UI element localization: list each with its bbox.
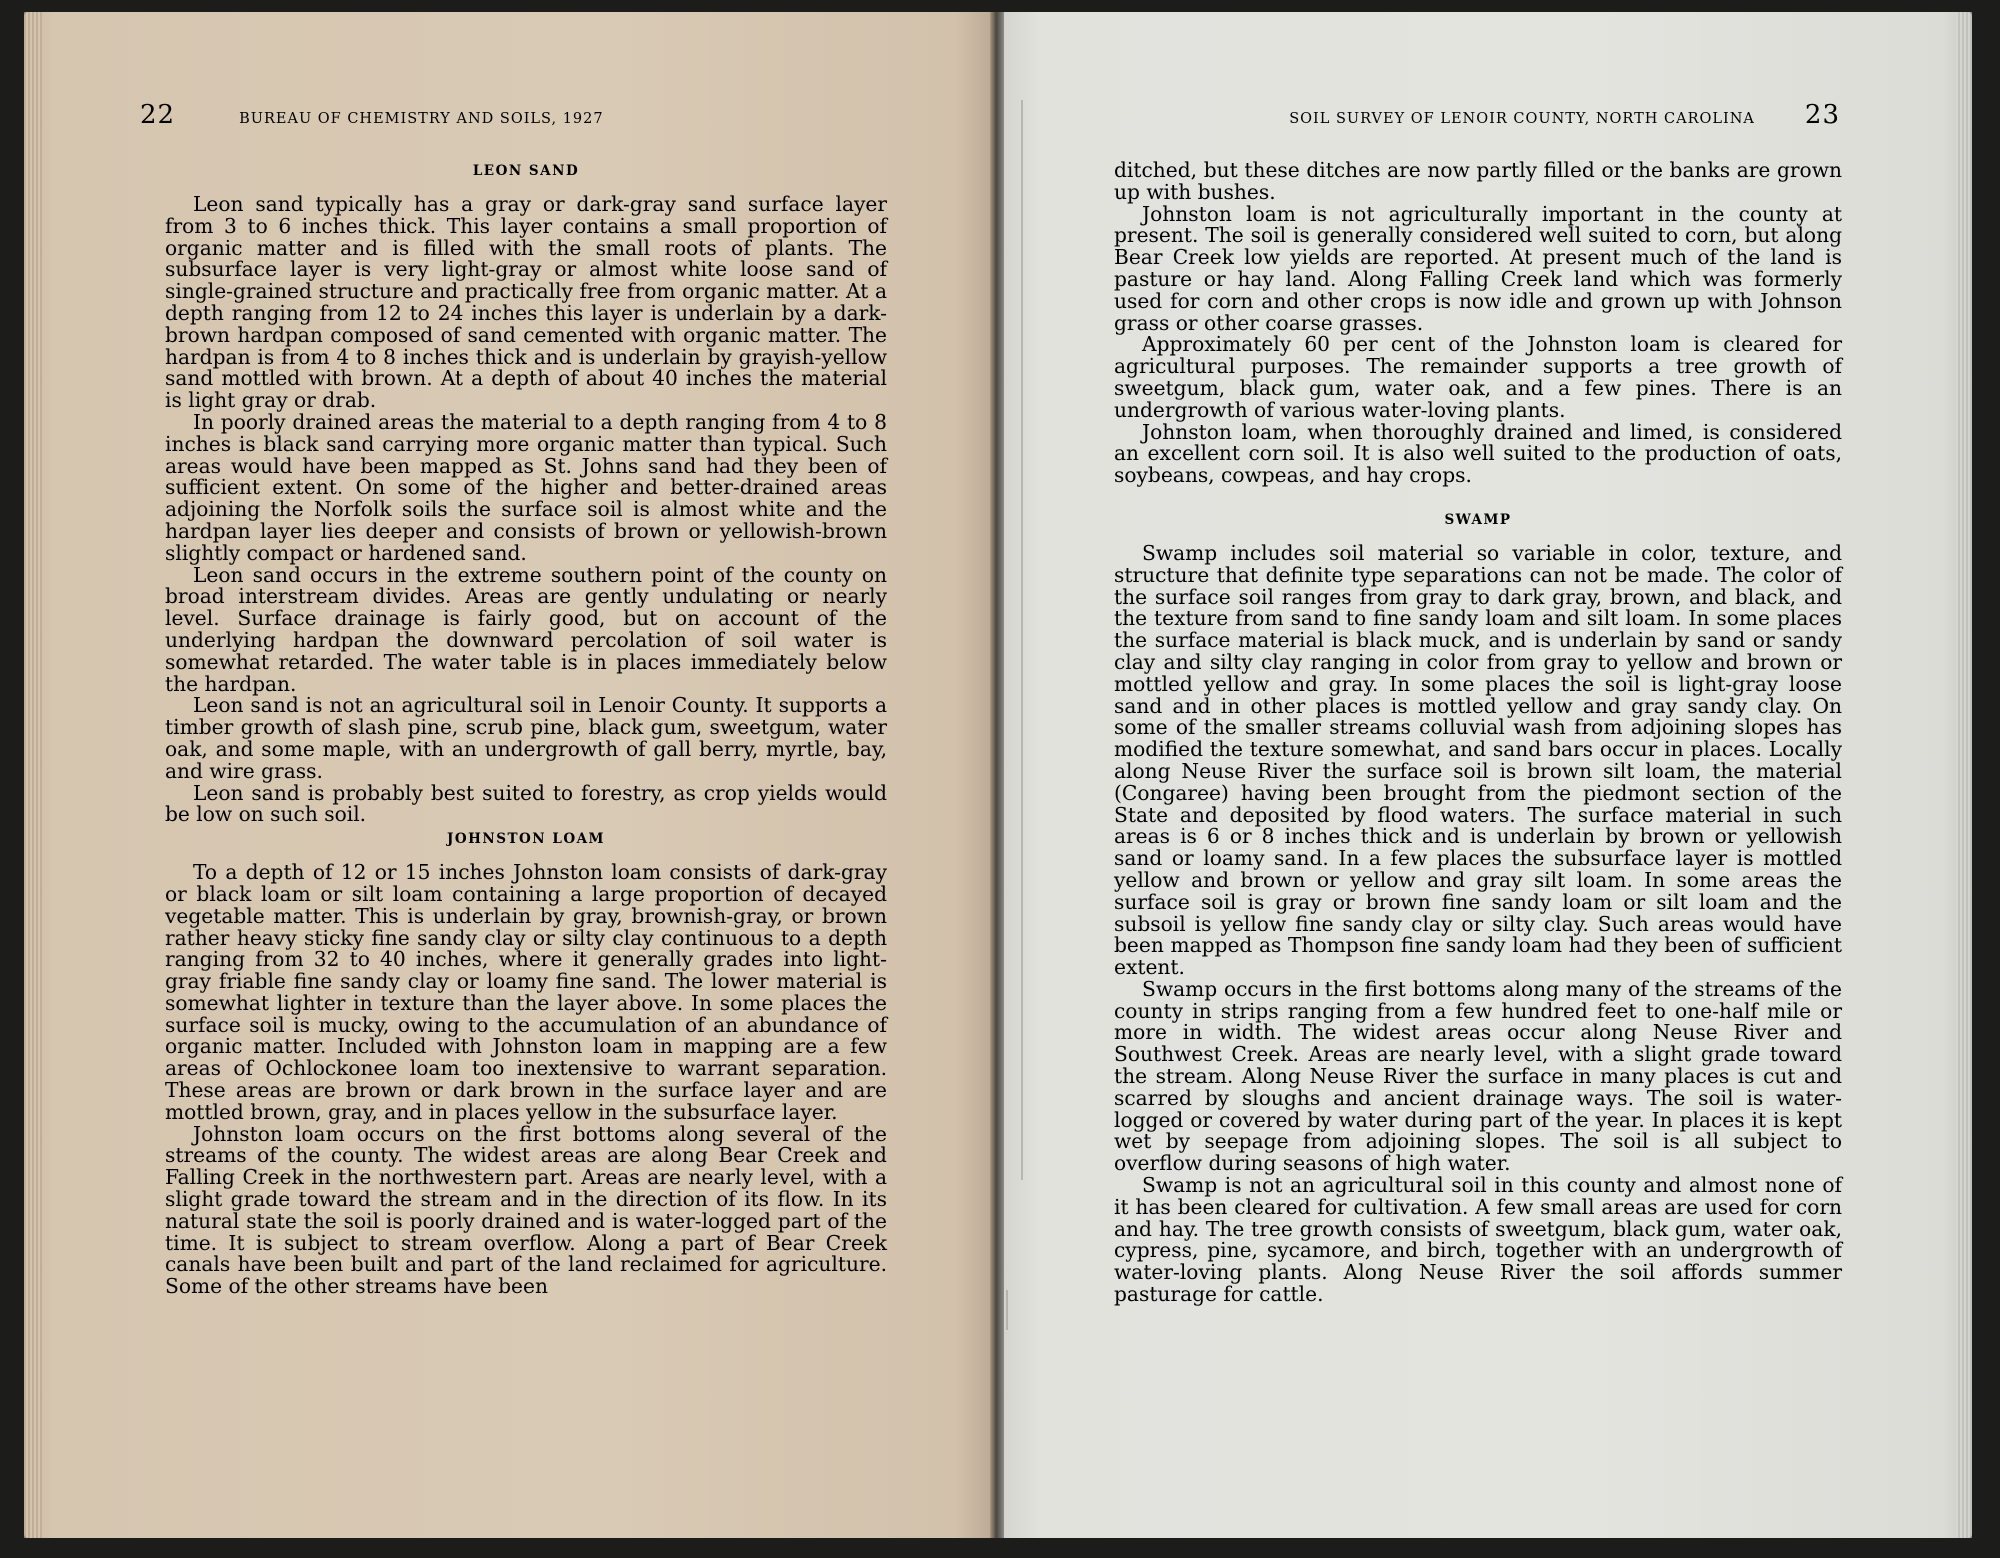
paragraph: Swamp includes soil material so variable in color, texture, and structure that definite type separations can not be made. The color of the surface soil ranges from gray to dark gray, brown, and black, and the texture from sand to fine sandy loam and silt loam. In some places the surface material is black muck, and is underlain by sand or sandy clay and silty clay ranging in color from gray to yellow and brown or mottled yellow and gray. In some places the soil is light-gray loose sand and in other places is mottled yellow and gray sandy clay. On some of the smaller streams colluvial wash from adjoining slopes has modified the texture somewhat, and sand bars occur in places. Locally along Neuse River the surface soil is brown silt loam, the material (Congaree) having been brought from the piedmont section of the State and deposited by flood waters. The surface material in such areas is 6 or 8 inches thick and is underlain by brown or yellowish sand or loamy sand. In a few places the subsurface layer is mottled yellow and brown or yellow and gray silt loam. In some areas the surface soil is gray or brown fine sandy loam or silt loam and the subsoil is yellow fine sandy clay or silty clay. Such areas would have been mapped as Thompson fine sandy loam had they been of sufficient extent.: [1114, 540, 1842, 980]
paragraph: Johnston loam is not agriculturally important in the county at present. The soil is generally considered well suited to corn, but along Bear Creek low yields are reported. At present much of the land is pasture or hay land. Along Falling Creek land which was formerly used for corn and other crops is now idle and grown up with Johnson grass or other coarse grasses.: [1114, 201, 1842, 335]
paragraph: Johnston loam, when thoroughly drained and limed, is considered an excellent corn soil. It is also well suited to the production of oats, soybeans, cowpeas, and hay crops.: [1114, 419, 1842, 488]
paragraph: Leon sand occurs in the extreme southern point of the county on broad interstream divides. Areas are gently undulating or nearly level. Surface drainage is fairly good, but on account of the underlying hardpan the downward percolation of soil water is somewhat retarded. The water table is in places immediately below the hardpan.: [165, 562, 887, 696]
paragraph: To a depth of 12 or 15 inches Johnston loam consists of dark-gray or black loam or silt loam containing a large proportion of decayed vegetable matter. This is underlain by gray, brownish-gray, or brown rather heavy sticky fine sandy clay or silty clay continuous to a depth ranging from 32 to 40 inches, where it generally grades into light-gray friable fine sandy clay or loamy fine sand. The lower material is somewhat lighter in texture than the layer above. In some places the surface soil is mucky, owing to the accumulation of an abundance of organic matter. Included with Johnston loam in mapping are a few areas of Ochlockonee loam too inextensive to warrant separation. These areas are brown or dark brown in the surface layer and are mottled brown, gray, and in places yellow in the subsurface layer.: [165, 860, 887, 1124]
book-gutter: [990, 12, 1004, 1538]
scan-rule-mark: [1021, 100, 1023, 1180]
section-heading-leon-sand: LEON SAND: [472, 163, 580, 179]
page-number: 23: [1804, 100, 1840, 130]
left-text-column: [165, 160, 887, 1298]
paragraph: Leon sand is probably best suited to forestry, as crop yields would be low on such soil.: [165, 780, 887, 827]
page-number: 22: [140, 100, 176, 130]
paragraph: Johnston loam occurs on the first bottoms along several of the streams of the county. The widest areas are along Bear Creek and Falling Creek in the northwestern part. Areas are nearly level, with a slight grade toward the stream and in the direction of its flow. In its natural state the soil is poorly drained and is water-logged part of the time. It is subject to stream overflow. Along a part of Bear Creek canals have been built and part of the land reclaimed for agriculture. Some of the other streams have been: [165, 1121, 887, 1299]
paragraph: Leon sand typically has a gray or dark-gray sand surface layer from 3 to 6 inches thick. This layer contains a small proportion of organic matter and is filled with the small roots of plants. The subsurface layer is very light-gray or almost white loose sand of single-grained structure and practically free from organic matter. At a depth ranging from 12 to 24 inches this layer is underlain by a dark-brown hardpan composed of sand cemented with organic matter. The hardpan is from 4 to 8 inches thick and is underlain by grayish-yellow sand mottled with brown. At a depth of about 40 inches the material is light gray or drab.: [165, 192, 887, 413]
right-running-head: [1200, 100, 1840, 130]
running-head-title: SOIL SURVEY OF LENOIR COUNTY, NORTH CAROLINA: [1289, 111, 1755, 127]
running-head-title: BUREAU OF CHEMISTRY AND SOILS, 1927: [239, 111, 604, 127]
continued-paragraph: ditched, but these ditches are now partly filled or the banks are grown up with bushes.: [1114, 158, 1842, 204]
left-running-head: [140, 100, 888, 130]
paragraph: Swamp is not an agricultural soil in this county and almost none of it has been cleared for cultivation. A few small areas are used for corn and hay. The tree growth consists of sweetgum, black gum, water oak, cypress, pine, sycamore, and birch, together with an undergrowth of water-loving plants. Along Neuse River the soil affords summer pasturage for cattle.: [1114, 1173, 1842, 1307]
paragraph: Swamp occurs in the first bottoms along many of the streams of the county in strips ranging from a few hundred feet to one-half mile or more in width. The widest areas occur along Neuse River and Southwest Creek. Areas are nearly level, with a slight grade toward the stream. Along Neuse River the surface in many places is cut and scarred by sloughs and ancient drainage ways. The soil is water-logged or covered by water during part of the year. In places it is kept wet by seepage from adjoining slopes. The soil is all subject to overflow during seasons of high water.: [1114, 976, 1842, 1176]
section-heading-swamp: SWAMP: [1444, 511, 1512, 528]
right-text-column: [1114, 160, 1842, 1306]
paragraph: In poorly drained areas the material to a depth ranging from 4 to 8 inches is black sand carrying more organic matter than typical. Such areas would have been mapped as St. Johns sand had they been of sufficient extent. On some of the higher and better-drained areas adjoining the Norfolk soils the surface soil is almost white and the hardpan layer lies deeper and consists of brown or yellowish-brown slightly compact or hardened sand.: [165, 409, 887, 565]
scan-rule-mark: [1006, 1290, 1008, 1330]
paragraph: Approximately 60 per cent of the Johnston loam is cleared for agricultural purposes. The remainder supports a tree growth of sweetgum, black gum, water oak, and a few pines. There is an undergrowth of various water-loving plants.: [1114, 332, 1842, 422]
section-heading-johnston-loam: JOHNSTON LOAM: [446, 831, 605, 848]
paragraph: Leon sand is not an agricultural soil in Lenoir County. It supports a timber growth of slash pine, scrub pine, black gum, sweetgum, water oak, and some maple, with an undergrowth of gall berry, myrtle, bay, and wire grass.: [165, 693, 887, 783]
